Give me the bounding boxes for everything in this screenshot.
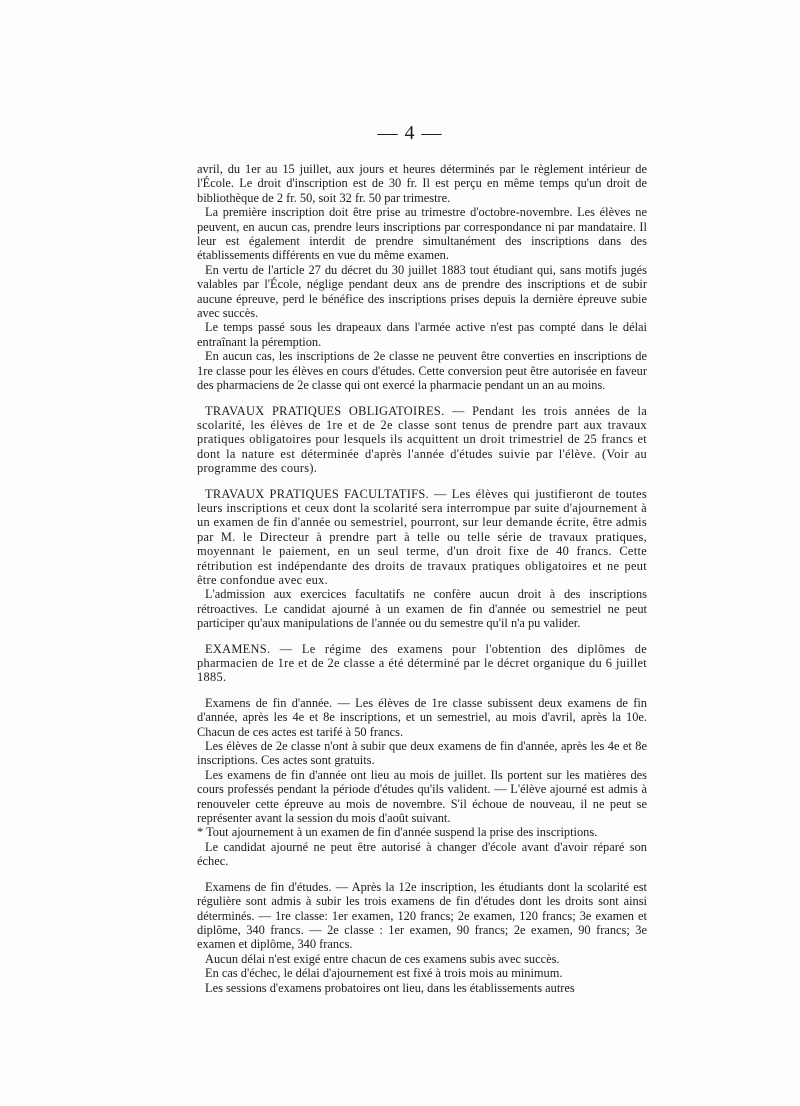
body-text bbox=[197, 162, 647, 995]
paragraph-examens-juillet: Les examens de fin d'année ont lieu au mois de juillet. Ils portent sur les matières des cours professés pendant la période d'études qu'ils valident. — L'élève ajourné est admis à renouveler cette épreuve au mois de novembre. S'il échoue de nouveau, il ne peut se représenter avant la session du mois d'août suivant. bbox=[197, 767, 647, 826]
paragraph-eleves-2e-classe: Les élèves de 2e classe n'ont à subir que deux examens de fin d'année, après les 4e et 8e inscriptions. Ces actes sont gratuits. bbox=[197, 739, 647, 768]
paragraph-en-cas-echec: En cas d'échec, le délai d'ajournement est fixé à trois mois au minimum. bbox=[205, 966, 563, 981]
paragraph-travaux-facultatifs: TRAVAUX PRATIQUES FACULTATIFS. — Les élèves qui justifieront de toutes leurs inscriptions et ceux dont la scolarité sera interrompue par suite d'ajournement à un examen de fin d'année ou semestriel, pourront, sur leur demande écrite, être admis par M. le Directeur à prendre part à telle ou telle série de travaux pratiques, moyennant le paiement, en un seul terme, d'un droit fixe de 40 francs. Cette rétribution est indépendante des droits de travaux pratiques obligatoires et ne peut être confondue avec eux. bbox=[197, 486, 647, 587]
paragraph-examens-fin-annee: Examens de fin d'année. — Les élèves de 1re classe subissent deux examens de fin d'année, après les 4e et 8e inscriptions, et un semestriel, au mois d'avril, après la 10e. Chacun de ces actes est tarifé à 50 francs. bbox=[197, 695, 647, 739]
paragraph-aucun-delai: Aucun délai n'est exigé entre chacun de ces examens subis avec succès. bbox=[205, 951, 560, 966]
paragraph-inscription-dates: avril, du 1er au 15 juillet, aux jours et heures déterminés par le règlement intérieur de l'École. Le droit d'inscription est de 30 fr. Il est perçu en même temps qu'un droit de bibliothèque de 2 fr. 50, soit 32 fr. 50 par trimestre. bbox=[197, 162, 647, 205]
paragraph-travaux-obligatoires: TRAVAUX PRATIQUES OBLIGATOIRES. — Pendant les trois années de la scolarité, les élèves de 1re et de 2e classe sont tenus de prendre part aux travaux pratiques obligatoires pour lesquels ils acquittent un droit trimestriel de 25 francs et dont la nature est déterminée d'après l'année d'études suivie par l'élève. (Voir au programme des cours). bbox=[197, 403, 647, 476]
page-number: — 4 — bbox=[377, 122, 443, 144]
paragraph-first-inscription: La première inscription doit être prise au trimestre d'octobre-novembre. Les élèves ne peuvent, en aucun cas, prendre leurs inscriptions par correspondance ni par mandataire. Il leur est également interdit de prendre simultanément des inscriptions dans des établissements différents en vue du même examen. bbox=[197, 205, 647, 263]
paragraph-class-conversion: En aucun cas, les inscriptions de 2e classe ne peuvent être converties en inscriptions de 1re classe pour les élèves en cours d'études. Cette conversion peut être autorisée en faveur des pharmaciens de 2e classe qui ont exercé la pharmacie pendant un an au moins. bbox=[197, 349, 647, 393]
paragraph-admission-facultatifs: L'admission aux exercices facultatifs ne confère aucun droit à des inscriptions rétroactives. Le candidat ajourné à un examen de fin d'année ou semestriel ne peut participer qu'aux manipulations de l'année ou du semestre qu'il n'a pu valider. bbox=[197, 587, 647, 631]
paragraph-sessions-probatoires: Les sessions d'examens probatoires ont lieu, dans les établissements autres bbox=[205, 980, 575, 995]
paragraph-examens-intro: EXAMENS. — Le régime des examens pour l'obtention des diplômes de pharmacien de 1re et de 2e classe a été déterminé par le décret organique du 6 juillet 1885. bbox=[197, 641, 647, 685]
paragraph-military-service: Le temps passé sous les drapeaux dans l'armée active n'est pas compté dans le délai entraînant la péremption. bbox=[197, 320, 647, 349]
paragraph-changement-ecole: Le candidat ajourné ne peut être autorisé à changer d'école avant d'avoir réparé son échec. bbox=[197, 839, 647, 869]
paragraph-ajournement-note: * Tout ajournement à un examen de fin d'année suspend la prise des inscriptions. bbox=[197, 825, 598, 840]
paragraph-examens-fin-etudes: Examens de fin d'études. — Après la 12e inscription, les étudiants dont la scolarité est régulière sont admis à subir les trois examens de fin d'études dont les droits sont ainsi déterminés. — 1re classe: 1er examen, 120 francs; 2e examen, 120 francs; 3e examen et diplôme, 340 francs. — 2e classe : 1er examen, 90 francs; 2e examen, 90 francs; 3e examen et diplôme, 340 francs. bbox=[197, 879, 647, 952]
paragraph-article-27: En vertu de l'article 27 du décret du 30 juillet 1883 tout étudiant qui, sans motifs jugés valables par l'École, néglige pendant deux ans de prendre des inscriptions et de subir aucune épreuve, perd le bénéfice des inscriptions prises depuis la dernière épreuve subie avec succès. bbox=[197, 262, 647, 321]
